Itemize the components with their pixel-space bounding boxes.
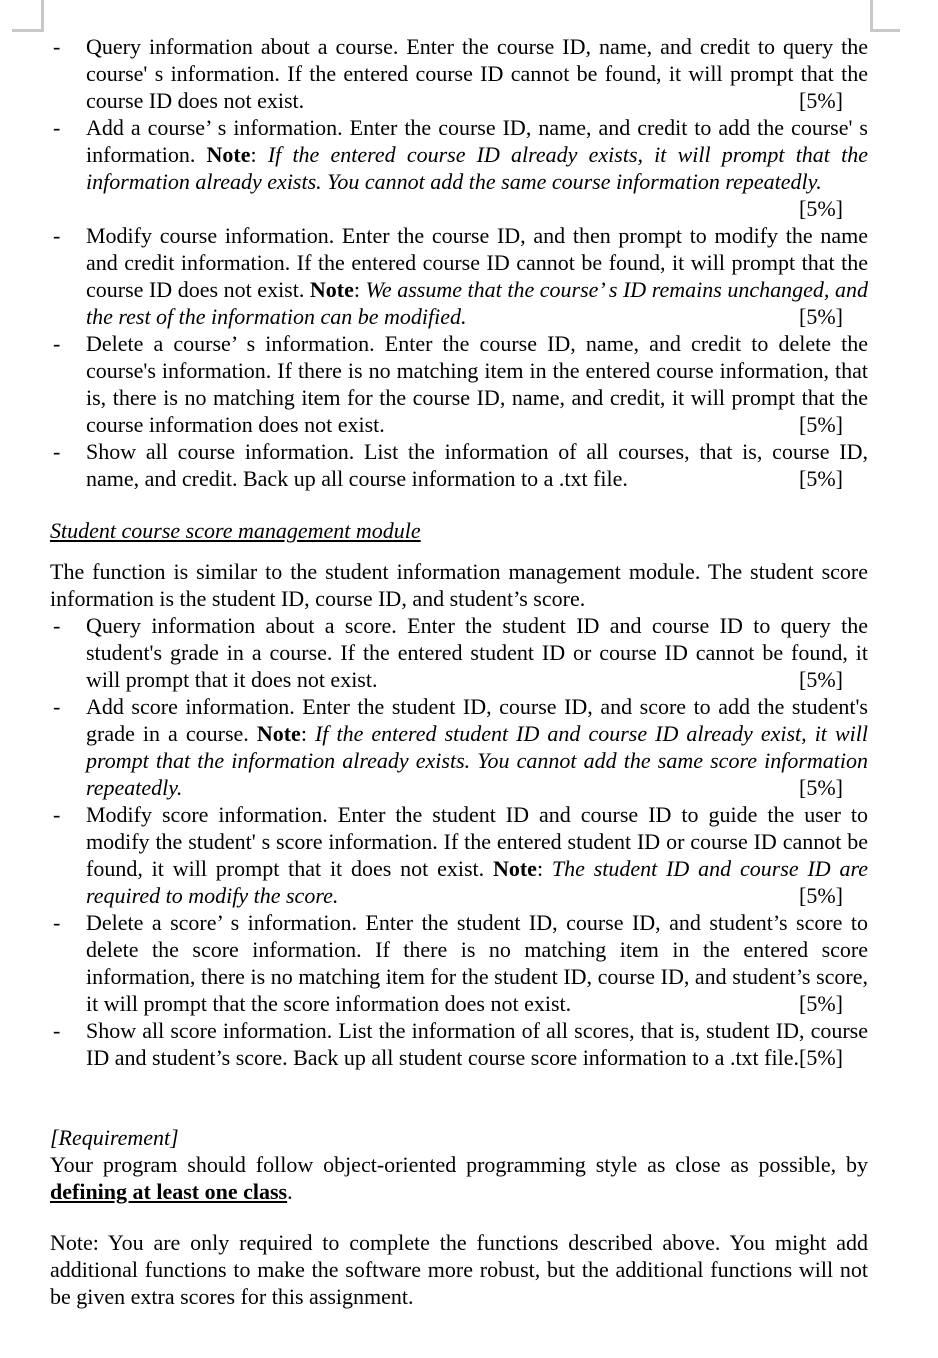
score-weight: [5%] (799, 775, 843, 800)
list-item-show-scores (50, 1017, 868, 1071)
item-text: Query information about a course. Enter the course ID, name, and credit to query the course' s information. If the entered course ID cannot be found, it will prompt that the course ID does not exist. (86, 34, 868, 113)
assignment-note: Note: You are only required to complete the functions described above. You might add additional functions to make the software more robust, but the additional functions will not be given extra scores for this assignment. (50, 1230, 868, 1309)
item-text: Show all course information. List the information of all courses, that is, course ID, name, and credit. Back up all course information to a .txt file. (86, 439, 868, 491)
score-weight: [5%] (799, 991, 843, 1016)
item-text: Show all score information. List the information of all scores, that is, student ID, course ID and student’s score. Back up all student course score information to a .txt file. (86, 1018, 868, 1070)
page-corner-mark-right (870, 0, 900, 32)
note-text: The student ID and course ID are required to modify the score. (86, 856, 869, 908)
requirement-label: [Requirement] (50, 1125, 179, 1150)
item-text: Add score information. Enter the student ID, course ID, and score to add the student's grade in a course. Note: If the entered student ID and course ID already exist, it will prompt that the information already exists. You cannot add the same score information repeatedly. (86, 694, 868, 800)
item-text: Query information about a score. Enter the student ID and course ID to query the student's grade in a course. If the entered student ID or course ID cannot be found, it will prompt that it does not exist. (86, 613, 868, 692)
list-item-modify-score (50, 801, 868, 909)
score-weight: [5%] (799, 304, 843, 329)
item-text: Delete a course’ s information. Enter the course ID, name, and credit to delete the course's information. If there is no matching item in the entered course information, that is, there is no matching item for the course ID, name, and credit, it will prompt that the course information does not exist. (86, 331, 868, 437)
score-weight: [5%] (799, 1045, 843, 1070)
bullet-dash: - (53, 694, 61, 719)
list-item-add-score (50, 693, 868, 801)
bullet-dash: - (53, 910, 61, 935)
score-weight: [5%] (799, 667, 843, 692)
note-label: Note (492, 856, 537, 881)
note-label: Note (206, 142, 251, 167)
bullet-dash: - (53, 802, 61, 827)
item-text: Modify score information. Enter the student ID and course ID to guide the user to modify the student' s score information. If the entered student ID or course ID cannot be found, it will prompt that it does not exist. Note: The student ID and course ID are required to modify the score. (86, 802, 869, 908)
score-weight: [5%] (799, 466, 843, 491)
bullet-dash: - (53, 1018, 61, 1043)
bullet-dash: - (53, 223, 61, 248)
item-text: Modify course information. Enter the course ID, and then prompt to modify the name and credit information. If the entered course ID cannot be found, it will prompt that the course ID does not exist. Note: We assume that the course’ s ID remains unchanged, and the rest of the information can be modified. (86, 223, 868, 329)
list-item-add-course (50, 114, 868, 222)
note-text: If the entered student ID and course ID already exist, it will prompt that the information already exists. You cannot add the same score information repeatedly. (86, 721, 868, 800)
note-label: Note (256, 721, 301, 746)
requirement-emphasis: defining at least one class (50, 1179, 288, 1204)
bullet-dash: - (53, 34, 61, 59)
item-text: Delete a score’ s information. Enter the student ID, course ID, and student’s score to delete the score information. If there is no matching item in the entered score information, there is no matching item for the student ID, course ID, and student’s score, it will prompt that the score information does not exist. (86, 910, 868, 1016)
bullet-dash: - (53, 613, 61, 638)
requirement-text: Your program should follow object-oriented programming style as close as possible, by defining at least one class. (50, 1152, 868, 1204)
item-text: Add a course’ s information. Enter the course ID, name, and credit to add the course' s information. Note: If the entered course ID already exists, it will prompt that the information already exists. You cannot add the same course information repeatedly. (86, 115, 868, 194)
list-item-delete-course (50, 330, 868, 438)
course-function-list (50, 33, 868, 492)
list-item-query-course (50, 33, 868, 114)
list-item-delete-score (50, 909, 868, 1017)
score-weight: [5%] (799, 412, 843, 437)
score-weight: [5%] (799, 196, 843, 221)
score-weight: [5%] (799, 883, 843, 908)
section-intro: The function is similar to the student information management module. The student score information is the student ID, course ID, and student’s score. (50, 559, 868, 611)
score-function-list (50, 612, 868, 1071)
score-weight: [5%] (799, 88, 843, 113)
note-text: If the entered course ID already exists, it will prompt that the information already exists. You cannot add the same course information repeatedly. (86, 142, 868, 194)
list-item-show-courses (50, 438, 868, 492)
note-label: Note (309, 277, 354, 302)
requirement-block (50, 1124, 868, 1205)
section-heading: Student course score management module (50, 518, 421, 543)
bullet-dash: - (53, 115, 61, 140)
list-item-query-score (50, 612, 868, 693)
note-text: We assume that the course’ s ID remains unchanged, and the rest of the information can be modified. (86, 277, 868, 329)
bullet-dash: - (53, 331, 61, 356)
document-page (50, 33, 868, 1310)
page-corner-mark-left (12, 0, 44, 32)
list-item-modify-course (50, 222, 868, 330)
bullet-dash: - (53, 439, 61, 464)
